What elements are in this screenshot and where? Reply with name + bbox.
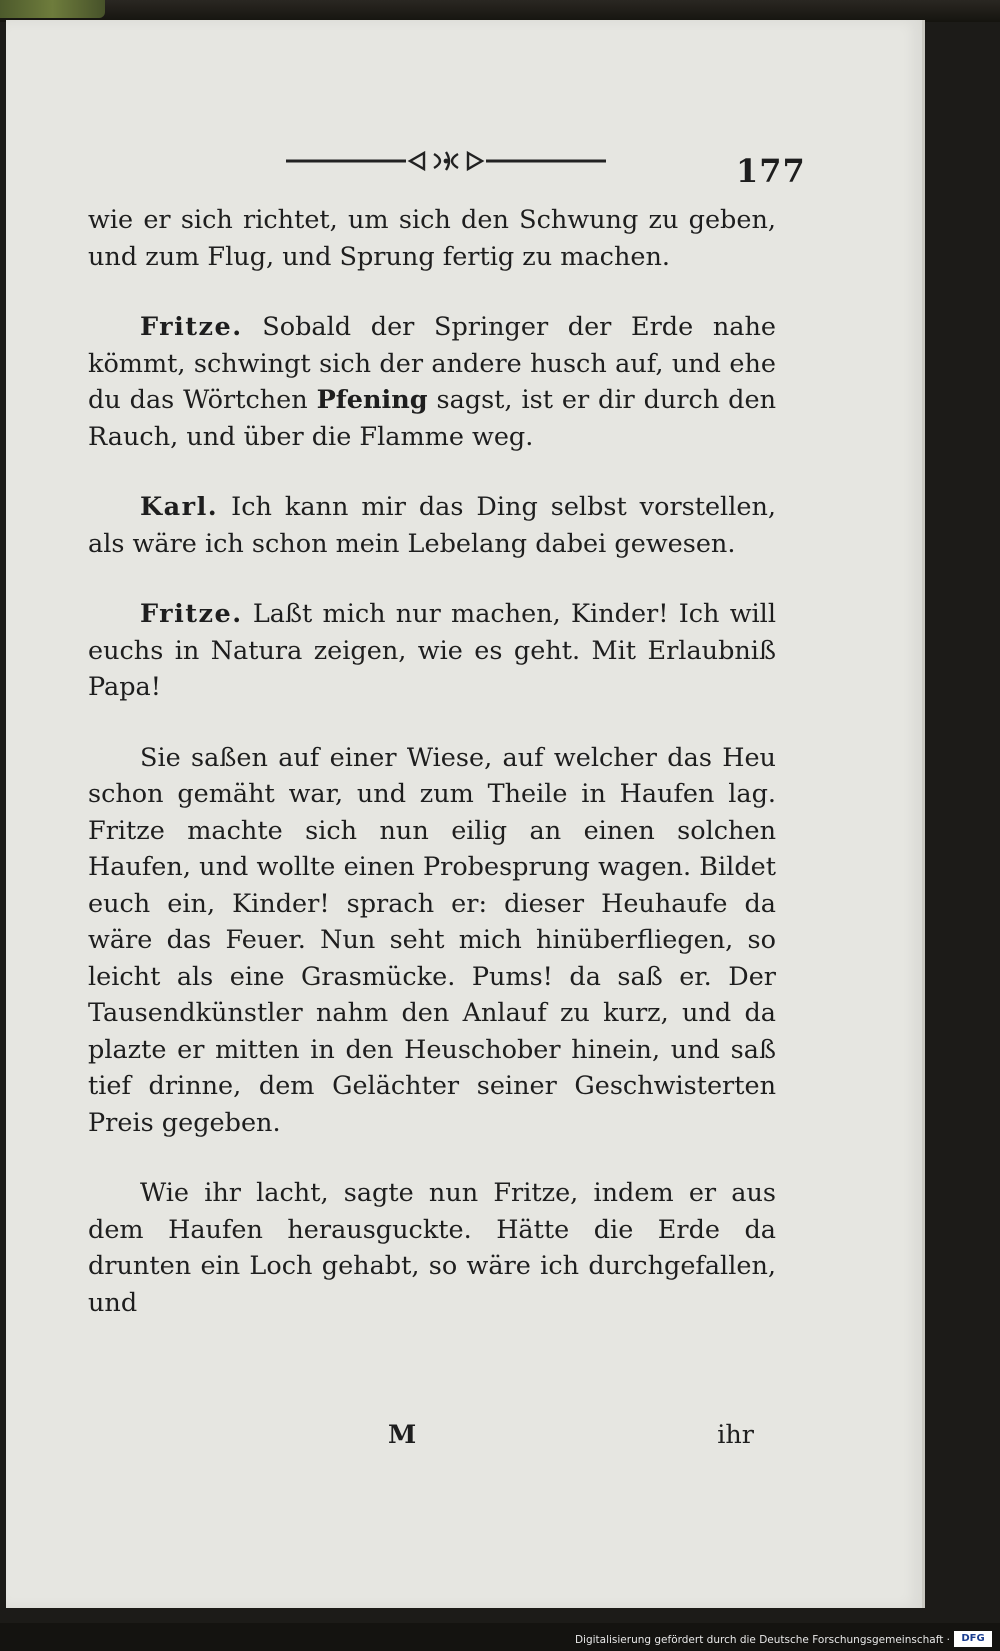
paragraph-text: Laßt mich nur machen, Kinder! Ich will euchs in Natura zeigen, wie es geht. Mit Erlaubniß Papa! — [88, 599, 776, 702]
catchword: ihr — [717, 1420, 754, 1450]
paragraph-dialogue — [88, 596, 776, 706]
paragraph-text: sagst, ist er dir durch den Rauch, und über die Flamme weg. — [88, 385, 777, 452]
page-text — [88, 202, 776, 1355]
paragraph-text: Sie saßen auf einer Wiese, auf welcher das Heu schon gemäht war, und zum Theile in Haufen lag. Fritze machte sich nun eilig an einen solchen Haufen, und wollte einen Probesprung wagen. Bildet euch ein, Kinder! sprach er: dieser Heuhaufe da wäre das Feuer. Nun seht mich hinüberfliegen, so leicht als eine Grasmücke. Pums! da saß er. Der Tausendkünstler nahm den Anlauf zu kurz, und da plazte er mitten in den Heuschober hinein, und saß tief drinne, dem Gelächter seiner Geschwisterten Preis gegeben. — [88, 742, 776, 1138]
book-page — [6, 20, 925, 1608]
speaker-name: Karl. — [140, 492, 219, 522]
header-ornament — [286, 148, 606, 172]
catchline — [88, 1420, 776, 1460]
paragraph-text: Wie ihr lacht, sagte nun Fritze, indem er aus dem Haufen herausguckte. Hätte die Erde da drunten ein Loch gehabt, so wäre ich durchgefallen, und — [88, 1178, 776, 1318]
speaker-name: Fritze. — [140, 312, 243, 342]
book-binding-edge — [0, 0, 1000, 22]
paragraph-dialogue — [88, 489, 776, 562]
paragraph-narrative — [88, 1175, 776, 1321]
paragraph-text: Sobald der Springer der Erde nahe kömmt, schwingt sich der andere husch auf, und ehe du das Wörtchen — [88, 312, 776, 415]
paragraph-dialogue — [88, 309, 776, 455]
signature-mark: M — [388, 1420, 417, 1450]
paragraph-narrative — [88, 740, 776, 1142]
speaker-name: Fritze. — [140, 599, 243, 629]
emphasized-word: Pfening — [316, 385, 428, 415]
paragraph-continued — [88, 202, 776, 275]
page-number: 177 — [736, 152, 806, 190]
funding-credit: Digitalisierung gefördert durch die Deutsche Forschungsgemeinschaft · — [574, 1634, 950, 1646]
bookmark-ribbon — [0, 0, 105, 18]
paragraph-text: wie er sich richtet, um sich den Schwung zu geben, und zum Flug, und Sprung fertig zu machen. — [88, 205, 776, 272]
footer-bar — [0, 1623, 1000, 1651]
paragraph-text: Ich kann mir das Ding selbst vorstellen, als wäre ich schon mein Lebelang dabei gewesen. — [88, 492, 776, 559]
dfg-logo: DFG — [954, 1631, 992, 1647]
